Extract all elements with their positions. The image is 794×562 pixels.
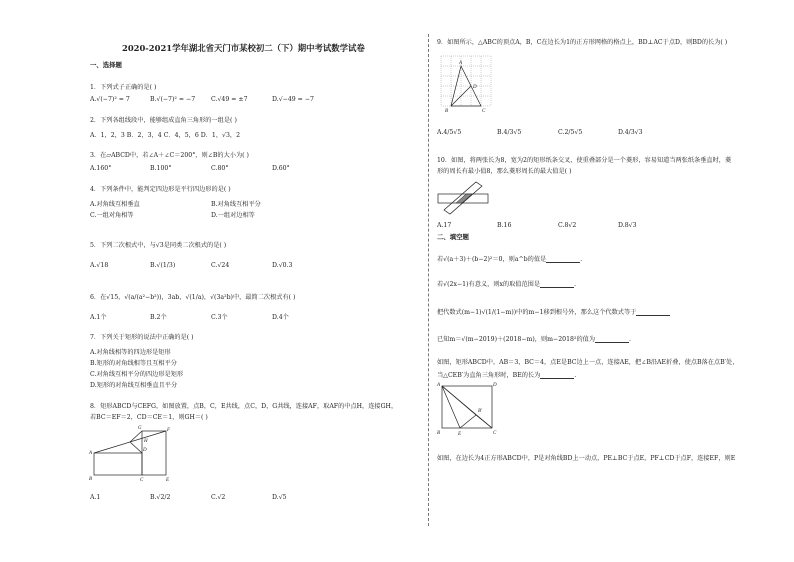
q3-option-b: B.100° <box>150 165 172 172</box>
q6-stem: 6．在√15，√(a/(a²−b²))，3ab，√(1/a)，√(3a²b)中，最简二次根式有( ) <box>90 294 296 301</box>
q10-figure <box>436 180 490 216</box>
q9-option-d: D.4/3√3 <box>618 129 643 136</box>
f15-label-c: C <box>493 431 497 436</box>
q8-stem-line1: 8．矩形ABCD与CEFG，如图放置，点B，C，E共线，点C，D，G共线，连接AF，取AF的中点H，连接GH， <box>90 403 398 410</box>
paper-title: 2020-2021学年湖北省天门市某校初二（下）期中考试数学试卷 <box>122 43 365 53</box>
q7-stem: 7．下列关于矩形的说法中正确的是( ) <box>90 334 194 341</box>
q4-option-c: C.一组对角相等 <box>90 212 134 219</box>
f13-blank <box>636 309 670 316</box>
q6-option-d: D.4个 <box>272 314 289 321</box>
q8-label-g: G <box>138 426 142 431</box>
f13-row <box>437 309 670 316</box>
q1-option-b: B.√(−7)² = −7 <box>150 96 196 103</box>
q1-stem: 1．下列式子正确的是( ) <box>90 84 157 91</box>
q10-option-c: C.8√2 <box>558 222 577 229</box>
f11-stem: 若√(a＋3)＋(b−2)²＝0，则a^b的值是 <box>437 255 547 263</box>
q5-stem: 5．下列二次根式中，与√3是同类二次根式的是( ) <box>90 242 227 249</box>
q3-option-c: C.80° <box>211 165 229 172</box>
q4-option-d: D.一组对边相等 <box>211 212 255 219</box>
q9-option-a: A.4/5√5 <box>437 129 462 136</box>
q4-option-a: A.对角线互相垂直 <box>90 201 140 208</box>
q8-stem-line2: 若BC＝EF＝2，CD＝CE＝1，则GH＝( ) <box>90 414 208 421</box>
q1-option-a: A.√(−7)² = 7 <box>90 96 130 103</box>
q8-option-a: A.1 <box>90 494 101 501</box>
f15-line2: 当△CEB′为直角三角形时，BE的长为 . <box>437 371 577 379</box>
q8-label-b: B <box>89 477 93 482</box>
f11-row: 若√(a＋3)＋(b−2)²＝0，则a^b的值是 . <box>437 255 583 263</box>
f15-figure <box>436 381 502 441</box>
f15-label-b-prime: B' <box>478 409 483 414</box>
q5-option-d: D.√0.3 <box>272 262 293 269</box>
q9-label-d: D <box>473 85 477 90</box>
f15-label-d: D <box>493 383 497 388</box>
f12-blank <box>540 281 574 288</box>
section-choice: 一、选择题 <box>90 61 122 69</box>
section-fill: 二、填空题 <box>437 233 469 241</box>
f15-label-b: B <box>437 431 441 436</box>
q8-option-d: D.√5 <box>272 494 287 501</box>
f11-blank <box>546 256 580 263</box>
q4-option-b: B.对角线互相平分 <box>211 201 261 208</box>
q10-option-b: B.16 <box>497 222 512 229</box>
column-divider <box>428 34 429 526</box>
q8-label-a: A <box>89 451 93 456</box>
f15-line1: 如图，矩形ABCD中，AB＝3，BC＝4，点E是BC边上一点，连接AE，把∠B沿AE折叠，使点B落在点B′处， <box>437 359 739 366</box>
q8-label-c: C <box>140 478 144 483</box>
q9-label-c: C <box>482 109 486 114</box>
q7-option-a: A.对角线相等的四边形是矩形 <box>90 349 171 356</box>
q3-stem: 3．在▱ABCD中，若∠A＋∠C＝200°，则∠B的大小为( ) <box>90 152 249 159</box>
f16-stem: 如图，在边长为4正方形ABCD中，P是对角线BD上一动点，PE⊥BC于点E，PF⊥CD于点F，连接EF，则E <box>437 455 736 462</box>
q10-stem-line1: 10．如图，将两张长为8，宽为2的矩形纸条交叉，使重叠部分是一个菱形，容易知道当两张纸条垂直时，菱 <box>437 157 732 164</box>
f14-stem: 已知m＝√(m−2019)＋(2018−m)，则m−2018²的值为 <box>437 335 596 343</box>
q3-option-d: D.60° <box>272 165 290 172</box>
q6-option-c: C.3个 <box>211 314 228 321</box>
q9-label-b: B <box>445 109 449 114</box>
q8-option-b: B.√2/2 <box>150 494 171 501</box>
q6-option-b: B.2个 <box>150 314 167 321</box>
q10-option-a: A.17 <box>437 222 452 229</box>
q7-option-d: D.矩形的对角线互相垂直且平分 <box>90 382 178 389</box>
q7-option-b: B.矩形的对角线相等且互相平分 <box>90 360 177 367</box>
q8-label-d: D <box>143 448 147 453</box>
q8-option-c: C.√2 <box>211 494 226 501</box>
f15-blank <box>540 372 574 379</box>
q1-option-c: C.√49 = ±7 <box>211 96 248 103</box>
f13-stem: 把代数式(m−1)√(1/(1−m))中的m−1移到根号外，那么这个代数式等于 <box>437 308 637 316</box>
f15-label-e: E <box>458 432 462 437</box>
q9-stem: 9．如图所示，△ABC的顶点A，B，C在边长为1的正方形网格的格点上，BD⊥AC于点D，则BD的长为( ) <box>437 39 728 46</box>
q9-option-c: C.2/5√5 <box>558 129 583 136</box>
q10-option-d: D.8√3 <box>618 222 637 229</box>
q4-stem: 4．下列条件中，能判定四边形是平行四边形的是( ) <box>90 186 231 193</box>
q2-stem: 2．下列各组线段中，能够组成直角三角形的一组是( ) <box>90 117 237 124</box>
q3-option-a: A.160° <box>90 165 112 172</box>
q5-option-b: B.√(1/3) <box>150 262 176 269</box>
q5-option-c: C.√24 <box>211 262 230 269</box>
q9-option-b: B.4/3√5 <box>497 129 522 136</box>
q9-label-a: A <box>459 61 463 66</box>
q8-label-h: H <box>144 439 148 444</box>
q1-option-d: D.√−49 = −7 <box>272 96 314 103</box>
q8-label-e: E <box>166 478 170 483</box>
q9-figure <box>437 52 497 114</box>
q7-option-c: C.对角线互相平分的四边形是矩形 <box>90 371 184 378</box>
f15-label-a: A <box>437 383 441 388</box>
f15-stem: 当△CEB′为直角三角形时，BE的长为 <box>437 371 541 379</box>
f12-row: 若√(2x−1)有意义，则x的取值范围是 . <box>437 280 577 288</box>
q10-stem-line2: 形的周长有最小值8，那么菱形周长的最大值是( ) <box>437 168 572 175</box>
q2-options: A．1，2，3 B．2，3，4 C．4，5，6 D．1，√3，2 <box>90 132 241 139</box>
f14-row: 已知m＝√(m−2019)＋(2018−m)，则m−2018²的值为 . <box>437 335 631 343</box>
q8-label-f: F <box>167 428 171 433</box>
f14-blank <box>595 336 629 343</box>
f12-stem: 若√(2x−1)有意义，则x的取值范围是 <box>437 280 541 288</box>
q8-figure <box>88 423 178 485</box>
q6-option-a: A.1个 <box>90 314 107 321</box>
q5-option-a: A.√18 <box>90 262 109 269</box>
